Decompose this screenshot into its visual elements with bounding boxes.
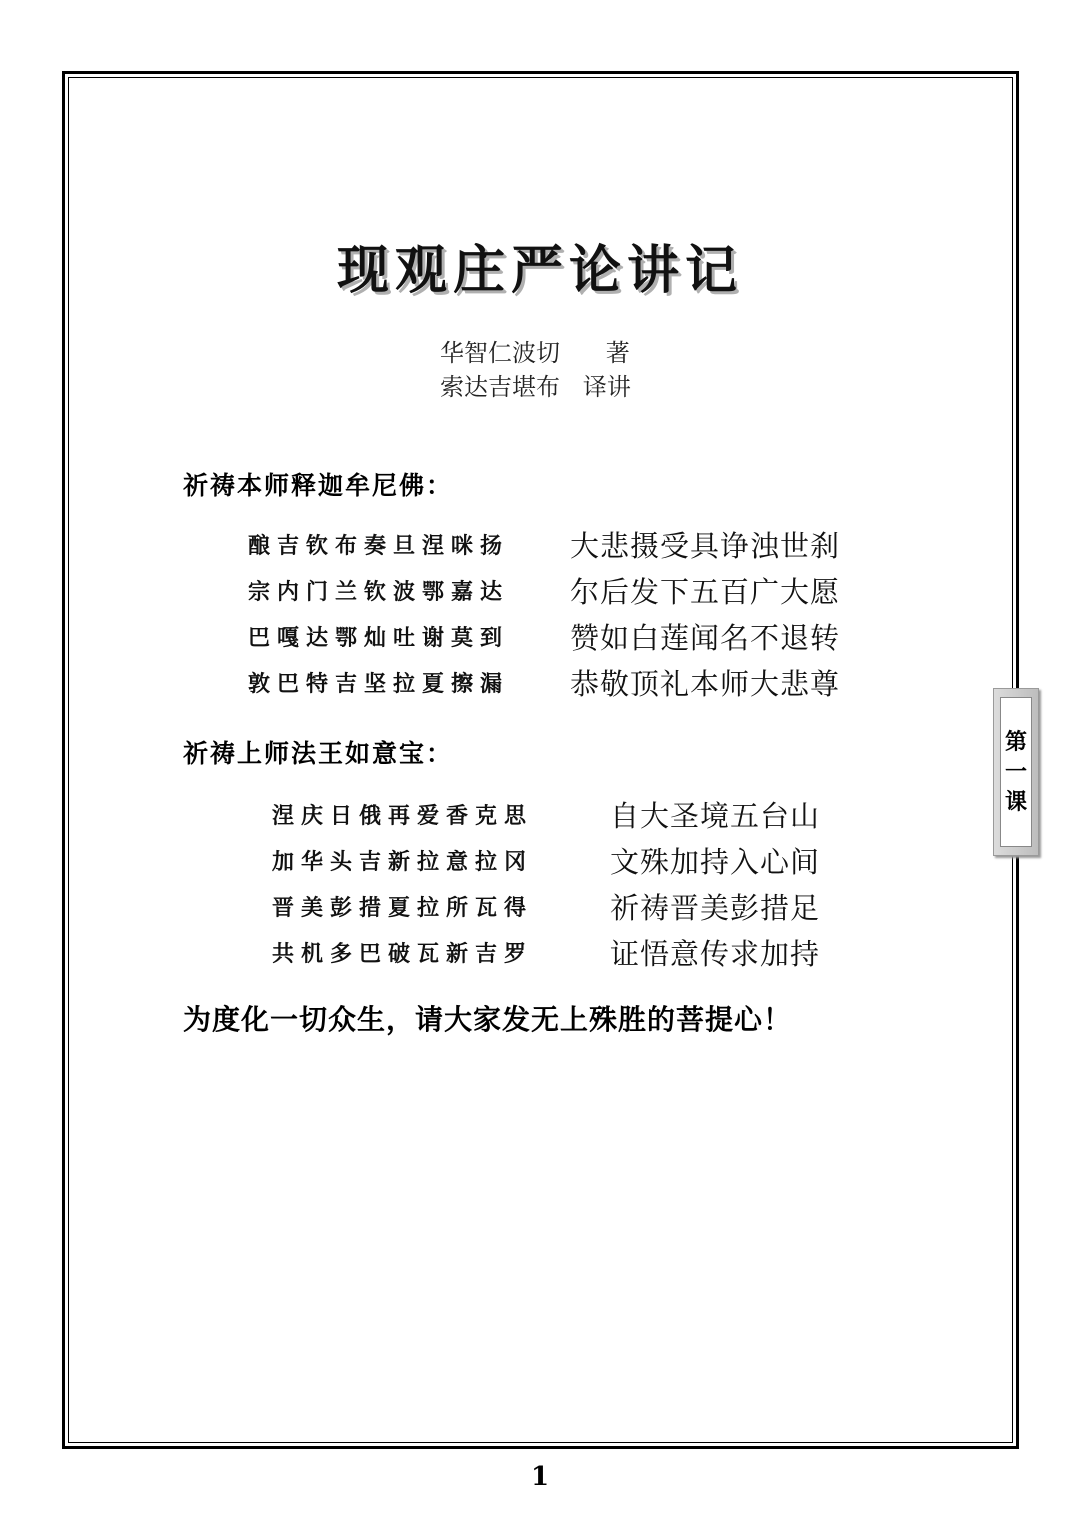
lesson-tab-char: 第 [1004, 729, 1027, 755]
verse-phonetic: 宗内门兰钦波鄂嘉达 [248, 578, 510, 605]
lesson-tab [993, 688, 1039, 856]
verse-phonetic: 巴嘎达鄂灿吐谢莫到 [248, 624, 510, 651]
lesson-tab-char: 一 [1004, 759, 1027, 785]
verse-translation: 自大圣境五台山 [610, 798, 821, 833]
verse-phonetic: 涅庆日俄再爱香克思 [272, 802, 534, 829]
verse-phonetic: 敦巴特吉坚拉夏擦漏 [248, 670, 510, 697]
verse-translation: 祈祷晋美彭措足 [610, 890, 821, 925]
verse-line [248, 567, 840, 613]
page-title: 现观庄严论讲记 [336, 241, 743, 301]
verse-line [248, 613, 840, 659]
verse-line [248, 659, 840, 705]
verse-translation: 大悲摄受具诤浊世刹 [570, 528, 841, 563]
verse-line [272, 837, 820, 883]
verse-line [272, 791, 820, 837]
lesson-tab-label [1000, 697, 1032, 847]
page-number: 1 [530, 1462, 550, 1492]
verse-phonetic: 共机多巴破瓦新吉罗 [272, 940, 534, 967]
verse-line [272, 929, 820, 975]
verse-phonetic: 酿吉钦布奏旦涅咪扬 [248, 532, 510, 559]
author-credit: 华智仁波切 著 [440, 339, 630, 367]
credits [440, 336, 631, 404]
verse-buddha [248, 521, 840, 705]
verse-phonetic: 晋美彭措夏拉所瓦得 [272, 894, 534, 921]
lesson-tab-char: 课 [1004, 789, 1027, 815]
verse-translation: 证悟意传求加持 [610, 936, 821, 971]
verse-translation: 尔后发下五百广大愿 [570, 574, 841, 609]
verse-line [272, 883, 820, 929]
verse-line [248, 521, 840, 567]
verse-guru [272, 791, 820, 975]
verse-translation: 文殊加持入心间 [610, 844, 821, 879]
section-heading-guru: 祈祷上师法王如意宝： [183, 739, 454, 768]
verse-translation: 恭敬顶礼本师大悲尊 [570, 666, 841, 701]
verse-translation: 赞如白莲闻名不退转 [570, 620, 841, 655]
section-heading-buddha: 祈祷本师释迦牟尼佛： [183, 471, 454, 500]
verse-phonetic: 加华头吉新拉意拉冈 [272, 848, 534, 875]
closing-exhortation: 为度化一切众生，请大家发无上殊胜的菩提心！ [183, 1003, 793, 1036]
translator-credit: 索达吉堪布 译讲 [440, 373, 631, 401]
